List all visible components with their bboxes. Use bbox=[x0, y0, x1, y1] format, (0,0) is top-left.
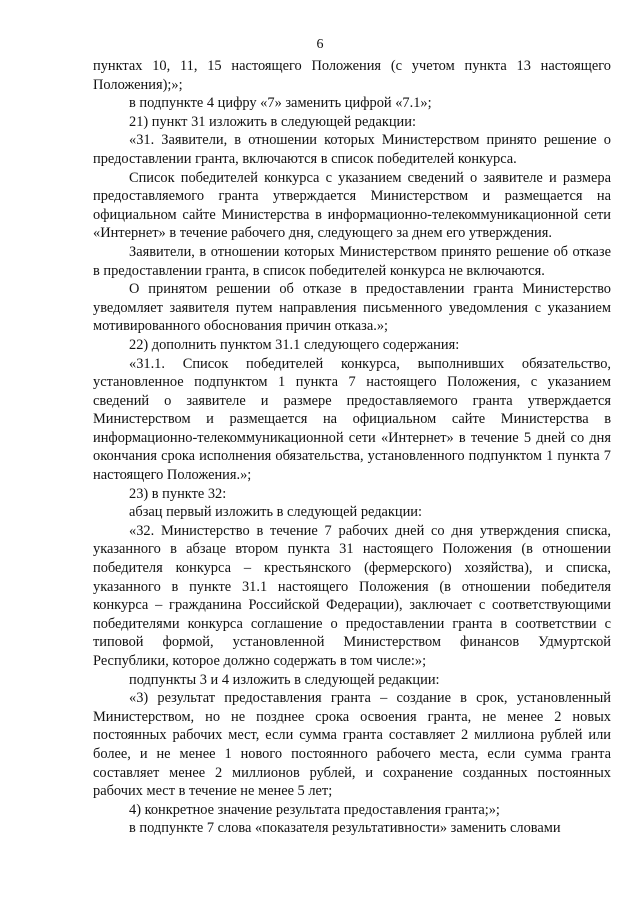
paragraph: 4) конкретное значение результата предоставления гранта;»; bbox=[129, 801, 500, 818]
paragraph: пунктах 10, 11, 15 настоящего Положения (с учетом пункта 13 настоящего Положения);»; bbox=[93, 58, 611, 93]
paragraph: «3) результат предоставления гранта – создание в срок, установленный Министерством, но не позднее срока освоения гранта, не менее 2 новых постоянных рабочих мест, если сумма гранта составляет 2 миллиона рублей или более, и не менее 1 нового постоянного рабочего места, если сумма гранта составляет менее 2 миллионов рублей, и сохранение созданных постоянных рабочих мест в течение не менее 5 лет; bbox=[93, 690, 611, 800]
page-number: 6 bbox=[316, 37, 324, 52]
paragraph: 21) пункт 31 изложить в следующей редакции: bbox=[129, 113, 416, 130]
paragraph: 23) в пункте 32: bbox=[129, 485, 227, 502]
paragraph: в подпункте 7 слова «показателя результативности» заменить словами bbox=[129, 820, 561, 837]
paragraph: в подпункте 4 цифру «7» заменить цифрой «7.1»; bbox=[129, 95, 432, 112]
paragraph: «31. Заявители, в отношении которых Министерством принято решение о предоставлении гранта, включаются в список победителей конкурса. bbox=[93, 132, 611, 167]
paragraph: «31.1. Список победителей конкурса, выполнивших обязательство, установленное подпунктом 1 пункта 7 настоящего Положения, с указанием сведений о заявителе и размере предоставляемого гранта утверждается Министерством и размещается на официальном сайте Министерства в информационно-телекоммуникационной сети «Интернет» в течение 5 дней со дня окончания срока исполнения обязательства, установленного подпунктом 1 пункта 7 настоящего Положения.»; bbox=[93, 355, 611, 484]
paragraph: «32. Министерство в течение 7 рабочих дней со дня утверждения списка, указанного в абзаце втором пункта 31 настоящего Положения (в отношении победителя конкурса – крестьянского (фермерского) хозяйства), и списка, указанного в пункте 31.1 настоящего Положения (в отношении победителя конкурса – гражданина Российской Федерации), заключает с соответствующими победителями конкурса соглашение о предоставлении гранта в соответствии с типовой формой, установленной Министерством финансов Удмуртской Республики, которое должно содержать в том числе:»; bbox=[93, 522, 611, 669]
paragraph: Заявители, в отношении которых Министерством принято решение об отказе в предоставлении гранта, в список победителей конкурса не включаются. bbox=[93, 243, 611, 279]
paragraph: 22) дополнить пунктом 31.1 следующего содержания: bbox=[129, 336, 460, 353]
document-body bbox=[93, 57, 611, 838]
paragraph: абзац первый изложить в следующей редакции: bbox=[129, 504, 423, 521]
paragraph: О принятом решении об отказе в предоставлении гранта Министерство уведомляет заявителя путем направления письменного уведомления с указанием мотивированного обоснования причин отказа.»; bbox=[93, 281, 611, 335]
paragraph: Список победителей конкурса с указанием сведений о заявителе и размера предоставляемого гранта утверждается Министерством и размещается на официальном сайте Министерства в информационно-телекоммуникационной сети «Интернет» в течение рабочего дня, следующего за днем его утверждения. bbox=[93, 169, 611, 242]
paragraph: подпункты 3 и 4 изложить в следующей редакции: bbox=[129, 671, 440, 688]
